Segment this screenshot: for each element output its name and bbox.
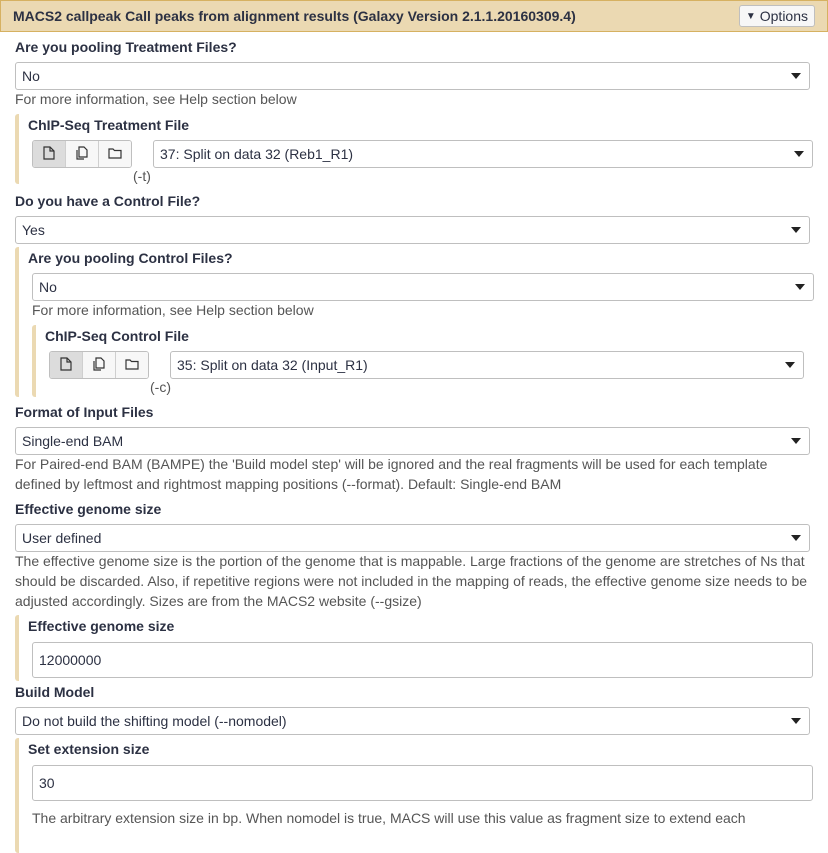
genome-size-input[interactable] (32, 642, 813, 678)
dropdown-arrow-icon (791, 718, 801, 724)
extension-help: The arbitrary extension size in bp. When nomodel is true, MACS will use this value as fragment size to extend each (32, 810, 746, 826)
options-button[interactable] (739, 5, 815, 27)
multiple-files-button[interactable] (83, 352, 116, 378)
format-help: For Paired-end BAM (BAMPE) the 'Build model step' will be ignored and the real fragments will be used for each template defined by leftmost and rightmost mapping positions (--format). Default: Single-end BAM (15, 456, 768, 492)
genome-size-help: The effective genome size is the portion of the genome that is mappable. Large fractions of the genome are stretches of Ns that should be discarded. Also, if repetitive regions were not included in the mapping of reads, the effective genome size needs to be adjusted accordingly. Sizes are from the MACS2 website (--gsize) (15, 553, 808, 609)
multiple-files-icon (92, 357, 106, 374)
pooling-control-help: For more information, see Help section below (32, 302, 314, 318)
dropdown-arrow-icon (795, 284, 805, 290)
pooling-treatment-label: Are you pooling Treatment Files? (15, 39, 237, 55)
control-file-value: 35: Split on data 32 (Input_R1) (177, 357, 368, 373)
control-file-flag: (-c) (150, 379, 171, 395)
pooling-treatment-select[interactable] (15, 62, 810, 90)
pooling-control-select[interactable] (32, 273, 814, 301)
dropdown-arrow-icon (791, 535, 801, 541)
control-file-question-select[interactable] (15, 216, 810, 244)
genome-size-label: Effective genome size (15, 501, 162, 517)
single-file-icon (60, 357, 72, 374)
extension-input[interactable] (32, 765, 813, 801)
format-select[interactable] (15, 427, 810, 455)
genome-size-custom-section (15, 615, 810, 681)
treatment-file-mode-buttons (32, 140, 132, 168)
dropdown-arrow-icon (791, 227, 801, 233)
folder-icon (125, 357, 139, 373)
tool-description: Call peaks from alignment results (Galaxy Version 2.1.1.20160309.4) (125, 8, 576, 24)
tool-name: MACS2 callpeak (13, 8, 122, 24)
multiple-files-button[interactable] (66, 141, 99, 167)
control-file-question-label: Do you have a Control File? (15, 193, 201, 209)
pooling-control-value: No (39, 279, 57, 295)
control-section (15, 247, 810, 397)
dropdown-arrow-icon (791, 438, 801, 444)
collection-button[interactable] (99, 141, 131, 167)
single-file-button[interactable] (33, 141, 66, 167)
dropdown-arrow-icon (794, 151, 804, 157)
collection-button[interactable] (116, 352, 148, 378)
build-model-value: Do not build the shifting model (--nomodel) (22, 713, 287, 729)
extension-section (15, 738, 810, 853)
single-file-icon (43, 146, 55, 163)
format-value: Single-end BAM (22, 433, 124, 449)
genome-size-custom-label: Effective genome size (28, 618, 175, 634)
control-file-mode-buttons (49, 351, 149, 379)
genome-size-select[interactable] (15, 524, 810, 552)
tool-header (0, 0, 828, 32)
control-file-question-value: Yes (22, 222, 45, 238)
control-file-label: ChIP-Seq Control File (45, 328, 189, 344)
single-file-button[interactable] (50, 352, 83, 378)
caret-down-icon: ▼ (745, 10, 756, 22)
genome-size-input-value: 12000000 (39, 652, 102, 668)
format-label: Format of Input Files (15, 404, 154, 420)
treatment-file-label: ChIP-Seq Treatment File (28, 117, 190, 133)
build-model-label: Build Model (15, 684, 95, 700)
dropdown-arrow-icon (791, 73, 801, 79)
control-file-select[interactable] (170, 351, 804, 379)
treatment-file-section (15, 114, 810, 184)
pooling-treatment-help: For more information, see Help section below (15, 91, 297, 107)
build-model-select[interactable] (15, 707, 810, 735)
options-label: Options (759, 8, 808, 24)
genome-size-value: User defined (22, 530, 102, 546)
treatment-file-value: 37: Split on data 32 (Reb1_R1) (160, 146, 354, 162)
treatment-file-flag: (-t) (133, 168, 151, 184)
extension-input-value: 30 (39, 775, 55, 791)
pooling-treatment-value: No (22, 68, 40, 84)
treatment-file-select[interactable] (153, 140, 813, 168)
multiple-files-icon (75, 146, 89, 163)
control-file-section (32, 325, 801, 397)
folder-icon (108, 146, 122, 162)
extension-label: Set extension size (28, 741, 150, 757)
pooling-control-label: Are you pooling Control Files? (28, 250, 233, 266)
dropdown-arrow-icon (785, 362, 795, 368)
